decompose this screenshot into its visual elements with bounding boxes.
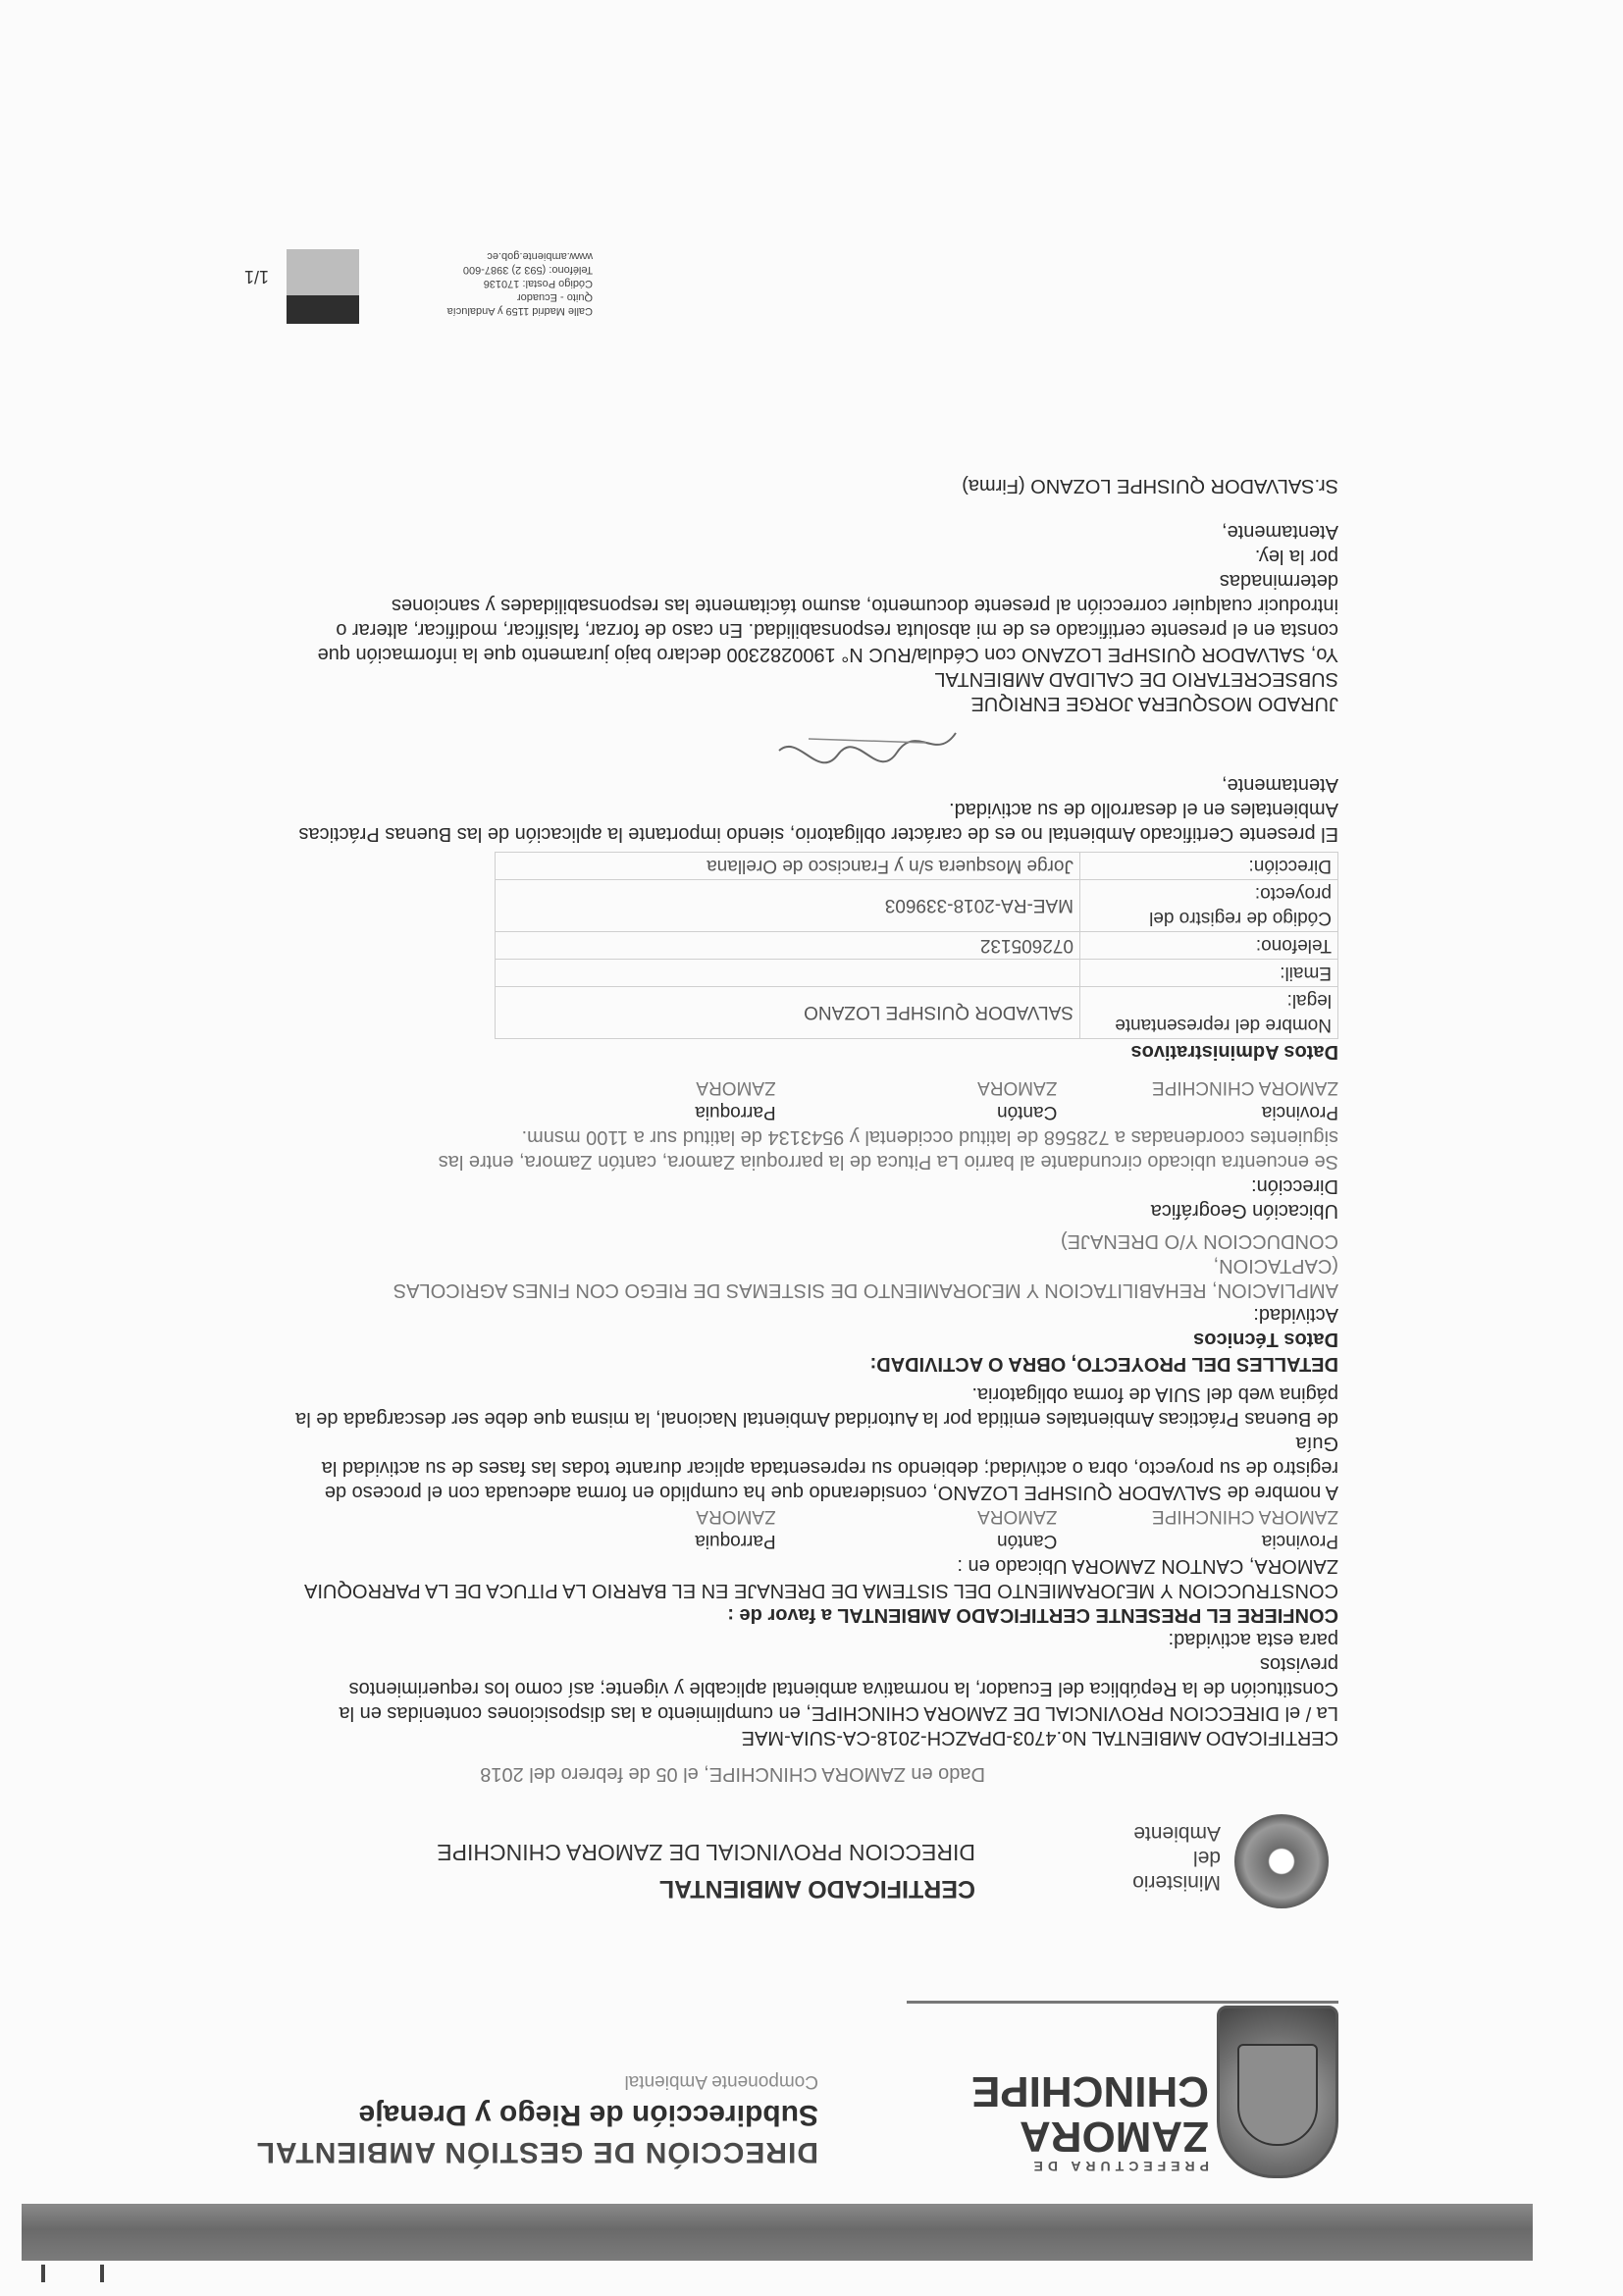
activity-line-2: CONDUCCION Y/O DRENAJE): [1061, 1230, 1338, 1252]
admin-table: [495, 852, 1338, 1039]
location-header: Parroquia: [695, 1531, 776, 1551]
note-line-2: Ambientales en el desarrollo de su actividad.: [949, 799, 1338, 820]
department-component: Componente Ambiental: [624, 2071, 818, 2092]
footer-logo-box: [287, 249, 359, 324]
certificate-title: CERTIFICADO AMBIENTAL: [658, 1875, 975, 1903]
location-value: ZAMORA CHINCHIPE: [1151, 1506, 1338, 1527]
signer-title: SUBSECRETARIO DE CALIDAD AMBIENTAL: [934, 668, 1338, 690]
certificate-body: [279, 473, 1338, 1786]
location-value: ZAMORA CHINCHIPE: [1151, 1077, 1338, 1098]
certificate-direction: DIRECCION PROVINCIAL DE ZAMORA CHINCHIPE: [437, 1840, 975, 1865]
admin-key: Telefono:: [1080, 932, 1338, 960]
admin-key: Dirección:: [1080, 853, 1338, 880]
project-line-1: CONSTRUCCION Y MEJORAMIENTO DEL SISTEMA DE DRENAJE EN EL BARRIO LA PITUCA DE LA PARROQUIA: [304, 1580, 1338, 1601]
owner-line-2: registro de su proyecto, obra o actividad; debiendo su representada aplicar durante todas las fases de su actividad la Guía: [321, 1433, 1338, 1479]
location-value: ZAMORA: [977, 1077, 1058, 1098]
certificate-header: [249, 1800, 1329, 1908]
prefectura-brand: [970, 2067, 1209, 2174]
location-header: Parroquia: [695, 1102, 776, 1122]
footer-address-line: Código Postal: 170136: [483, 278, 593, 289]
owner-line-4: página web del SUIA de forma obligatoria.: [971, 1383, 1338, 1405]
admin-key: Nombre del representante legal:: [1080, 987, 1338, 1039]
footer-address: [447, 249, 593, 318]
regards-2: Atentamente,: [1222, 521, 1338, 543]
ministry-name: [1103, 1821, 1221, 1895]
intro-line-3: para esta actividad:: [1168, 1629, 1338, 1650]
admin-value: 072605132: [496, 932, 1080, 960]
geo-line-2: siguientes coordenadas a 728568 de latitud occidental y 9543134 de latitud sur a 1100 msnm.: [521, 1126, 1338, 1148]
handwritten-signature-icon: [769, 717, 966, 772]
location-value: ZAMORA: [696, 1077, 776, 1098]
edge-mark: [41, 2265, 45, 2282]
owner-line-3: de Buenas Prácticas Ambientales emitida por la Autoridad Ambiental Nacional, la misma que debe ser descargada de la: [295, 1408, 1338, 1430]
location-values: [495, 1504, 1338, 1529]
signature-area: [279, 715, 1338, 772]
direction-label: Dirección:: [1251, 1175, 1338, 1197]
admin-title: Datos Administrativos: [1130, 1041, 1338, 1063]
intro-line-2: Constitución de la República del Ecuador, la normativa ambiental aplicable y vigente; así como los requerimientos previstos: [348, 1653, 1338, 1699]
admin-value: MAE-RA-2018-339603: [496, 880, 1080, 932]
regards-1: Atentamente,: [1222, 774, 1338, 796]
date-line: Dado en ZAMORA CHINCHIPE, el 05 de febrero del 2018: [480, 1763, 985, 1785]
department-block: [53, 2070, 818, 2168]
signer-name: JURADO MOSQUERA JORGE ENRIQUE: [970, 693, 1338, 714]
prefectura-seal-icon: [1217, 2006, 1338, 2178]
admin-value: [496, 960, 1080, 987]
activity-line-1: AMPLIACION, REHABILITACION Y MEJORAMIENTO DE SISTEMAS DE RIEGO CON FINES AGRICOLAS (CAPTACION,: [393, 1255, 1338, 1301]
intro-line-1: La / el DIRECCION PROVINCIAL DE ZAMORA CHINCHIPE, en cumplimiento a las disposiciones contenidas en la: [339, 1702, 1338, 1724]
tech-title: Datos Técnicos: [1193, 1329, 1338, 1350]
department-title: DIRECCIÓN DE GESTIÓN AMBIENTAL: [255, 2136, 818, 2168]
details-title: DETALLES DEL PROYECTO, OBRA O ACTIVIDAD:: [869, 1353, 1338, 1375]
ministry-line-1: Ministerio: [1132, 1871, 1221, 1894]
table-row: [496, 880, 1338, 932]
project-line-2: ZAMORA, CANTON ZAMORA Ubicado en :: [957, 1555, 1338, 1577]
footer-address-line: www.ambiente.gob.ec: [487, 250, 593, 262]
footer: [43, 235, 593, 324]
declaration-line-2: consta en el presente certificado es de mi absoluta responsabilidad. En caso de forzar, falsificar, modificar, alterar o: [336, 619, 1338, 641]
table-row: [496, 987, 1338, 1039]
footer-address-line: Teléfono: (593 2) 3987-600: [462, 264, 593, 276]
location-headers: [495, 1529, 1338, 1553]
page-number: 1/1: [243, 267, 269, 287]
admin-key: Código de registro del proyecto:: [1080, 880, 1338, 932]
edge-mark: [100, 2265, 104, 2282]
table-row: [496, 932, 1338, 960]
prefectura-line-2: CHINCHIPE: [970, 2067, 1209, 2115]
location-headers-2: [495, 1100, 1338, 1124]
prefectura-line-1: ZAMORA: [1019, 2113, 1209, 2161]
admin-value: SALVADOR QUISHPE LOZANO: [496, 987, 1080, 1039]
top-gray-band: [22, 2204, 1533, 2261]
prefectura-small: PREFECTURA DE: [1028, 2159, 1209, 2174]
owner-signature: Sr.SALVADOR QUISHPE LOZANO (Firma): [962, 475, 1338, 496]
certificate-number: CERTIFICADO AMBIENTAL No.4703-DPAZCH-2018-CA-SUIA-MAE: [741, 1727, 1338, 1748]
department-subtitle: Subdirección de Riego y Drenaje: [358, 2099, 818, 2131]
footer-address-line: Calle Madrid 1159 y Andalucía: [446, 305, 593, 317]
geo-line-1: Se encuentra ubicado circundante al barrio La Pituca de la parroquia Zamora, cantón Zamora, entre las: [438, 1151, 1338, 1173]
location-header: Cantón: [997, 1102, 1058, 1122]
location-value: ZAMORA: [696, 1506, 776, 1527]
location-header: Cantón: [997, 1531, 1058, 1551]
header-rule: [907, 2001, 1338, 2004]
declaration-line-3: introducir cualquier corrección al presente documento, asumo tácitamente las responsabilidades y sanciones determinadas: [392, 570, 1338, 616]
owner-line-1: A nombre de SALVADOR QUISHPE LOZANO, considerando que ha cumplido en forma adecuada con el proceso de: [324, 1482, 1338, 1503]
table-row: [496, 853, 1338, 880]
admin-key: Email:: [1080, 960, 1338, 987]
ministry-logo-icon: [1234, 1814, 1329, 1908]
ministry-line-2: del Ambiente: [1133, 1822, 1221, 1869]
location-header: Provincia: [1261, 1102, 1338, 1122]
location-value: ZAMORA: [977, 1506, 1058, 1527]
footer-address-line: Quito - Ecuador: [516, 291, 593, 303]
admin-value: Jorge Mosquera s/n y Francisco de Orellana: [496, 853, 1080, 880]
activity-label: Actividad:: [1253, 1304, 1338, 1326]
letterhead: [63, 2011, 1338, 2178]
confiere-heading: CONFIERE EL PRESENTE CERTIFICADO AMBIENTAL a favor de :: [727, 1604, 1338, 1626]
note-line-1: El presente Certificado Ambiental no es de carácter obligatorio, siendo importante la aplicación de las Buenas Prácticas: [298, 823, 1338, 845]
location-values-2: [495, 1075, 1338, 1100]
declaration-line-4: por la ley.: [1254, 546, 1338, 567]
location-header: Provincia: [1261, 1531, 1338, 1551]
geo-label: Ubicación Geográfica: [1150, 1200, 1338, 1222]
declaration-line-1: Yo, SALVADOR QUISHPE LOZANO con Cédula/RUC N° 1900282300 declaro bajo juramento que la información que: [317, 644, 1338, 665]
table-row: [496, 960, 1338, 987]
